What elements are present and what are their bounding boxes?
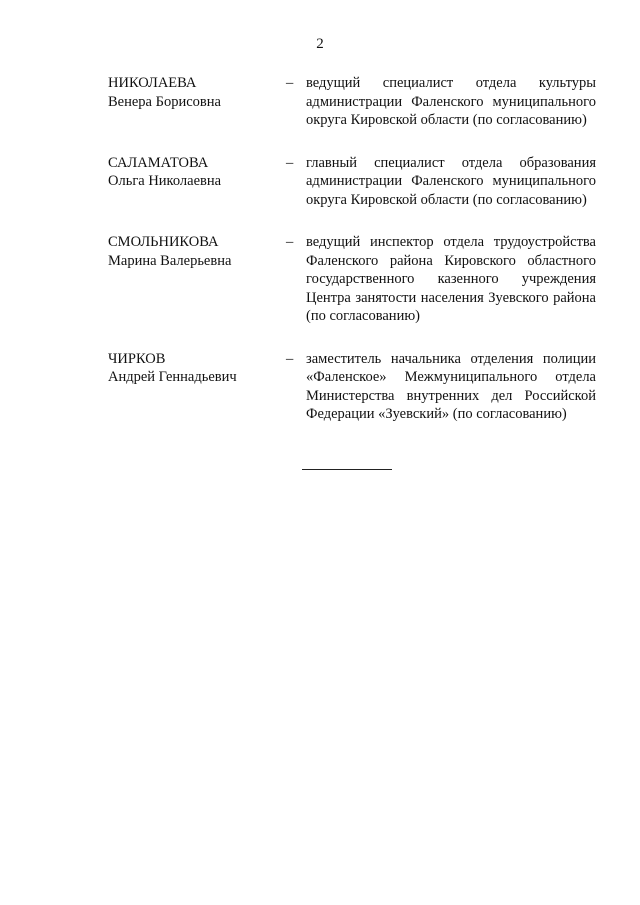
member-position: ведущий инспектор отдела трудоустройства Фаленского района Кировского областного государственного казенного учреждения Центра занятости населения Зуевского района (по согласованию) [306, 234, 596, 324]
member-entry-salamatova [108, 154, 596, 210]
member-surname: НИКОЛАЕВА [108, 75, 197, 91]
member-name [108, 154, 286, 210]
member-surname: СМОЛЬНИКОВА [108, 234, 219, 250]
member-given-names: Венера Борисовна [108, 93, 221, 110]
commission-member-list [108, 74, 596, 448]
end-separator-line [302, 469, 392, 470]
member-name [108, 233, 286, 326]
member-given-names: Марина Валерьевна [108, 252, 232, 269]
member-entry-nikolaeva [108, 74, 596, 130]
member-surname: ЧИРКОВ [108, 350, 166, 367]
member-position: заместитель начальника отделения полиции «Фаленское» Межмуниципального отдела Министерства внутренних дел Российской Федерации «Зуевский» (по согласованию) [306, 350, 596, 422]
member-position: главный специалист отдела образования администрации Фаленского муниципального округа Кировской области (по согласованию) [306, 154, 596, 208]
page-number: 2 [316, 36, 324, 52]
member-name [108, 74, 286, 130]
member-position: ведущий специалист отдела культуры администрации Фаленского муниципального округа Кировской области (по согласованию) [306, 75, 596, 128]
member-surname: САЛАМАТОВА [108, 154, 209, 171]
member-entry-smolnikova [108, 233, 596, 326]
dash-separator: – [286, 75, 294, 91]
member-given-names: Ольга Николаевна [108, 173, 222, 189]
dash-separator: – [286, 350, 294, 367]
dash-separator: – [286, 234, 294, 250]
member-name [108, 350, 286, 424]
member-given-names: Андрей Геннадьевич [108, 369, 237, 385]
dash-separator: – [286, 154, 294, 171]
member-entry-chirkov [108, 350, 596, 424]
